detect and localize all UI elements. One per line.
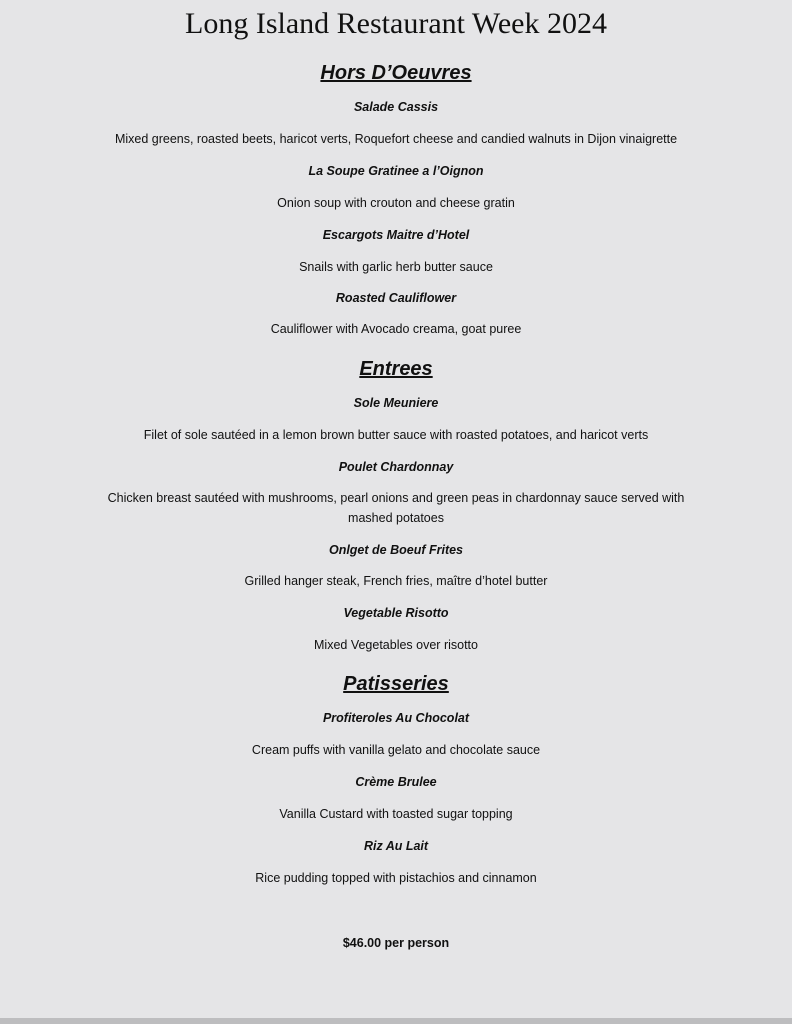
dish-name: Crème Brulee [355, 775, 437, 789]
dish-description: Onion soup with crouton and cheese gratin [277, 196, 515, 210]
dish-name: Poulet Chardonnay [338, 460, 454, 474]
menu-title: Long Island Restaurant Week 2024 [185, 7, 607, 40]
dish-description: Snails with garlic herb butter sauce [299, 260, 493, 274]
dish-description: Filet of sole sautéed in a lemon brown butter sauce with roasted potatoes, and haricot verts [143, 428, 649, 442]
page-bottom-edge [0, 1018, 792, 1024]
dish-name: Roasted Cauliflower [335, 291, 457, 305]
dish-description: Vanilla Custard with toasted sugar topping [279, 807, 513, 821]
dish-description: Cream puffs with vanilla gelato and chocolate sauce [251, 743, 541, 757]
dish-name: La Soupe Gratinee a l’Oignon [308, 164, 484, 178]
dish-name: Riz Au Lait [363, 839, 429, 853]
dish-name: Escargots Maitre d’Hotel [322, 228, 470, 242]
dish-description: Grilled hanger steak, French fries, maître d’hotel butter [244, 574, 548, 588]
dish-description: Rice pudding topped with pistachios and cinnamon [255, 871, 537, 885]
dish-description: Chicken breast sautéed with mushrooms, pearl onions and green peas in chardonnay sauce served with mashed potatoes [107, 491, 685, 525]
section-heading-hors-doeuvres: Hors D’Oeuvres [320, 62, 472, 84]
section-heading-entrees: Entrees [359, 358, 433, 380]
dish-name: Onlget de Boeuf Frites [328, 543, 464, 557]
dish-description: Cauliflower with Avocado creama, goat puree [270, 322, 522, 336]
dish-description: Mixed Vegetables over risotto [314, 638, 478, 652]
dish-name: Sole Meuniere [353, 396, 439, 410]
dish-name: Salade Cassis [353, 100, 439, 114]
dish-name: Profiteroles Au Chocolat [322, 711, 470, 725]
dish-name: Vegetable Risotto [343, 606, 449, 620]
section-heading-patisseries: Patisseries [343, 673, 449, 695]
price-per-person: $46.00 per person [342, 936, 450, 950]
dish-description: Mixed greens, roasted beets, haricot verts, Roquefort cheese and candied walnuts in Dijon vinaigrette [114, 132, 678, 146]
